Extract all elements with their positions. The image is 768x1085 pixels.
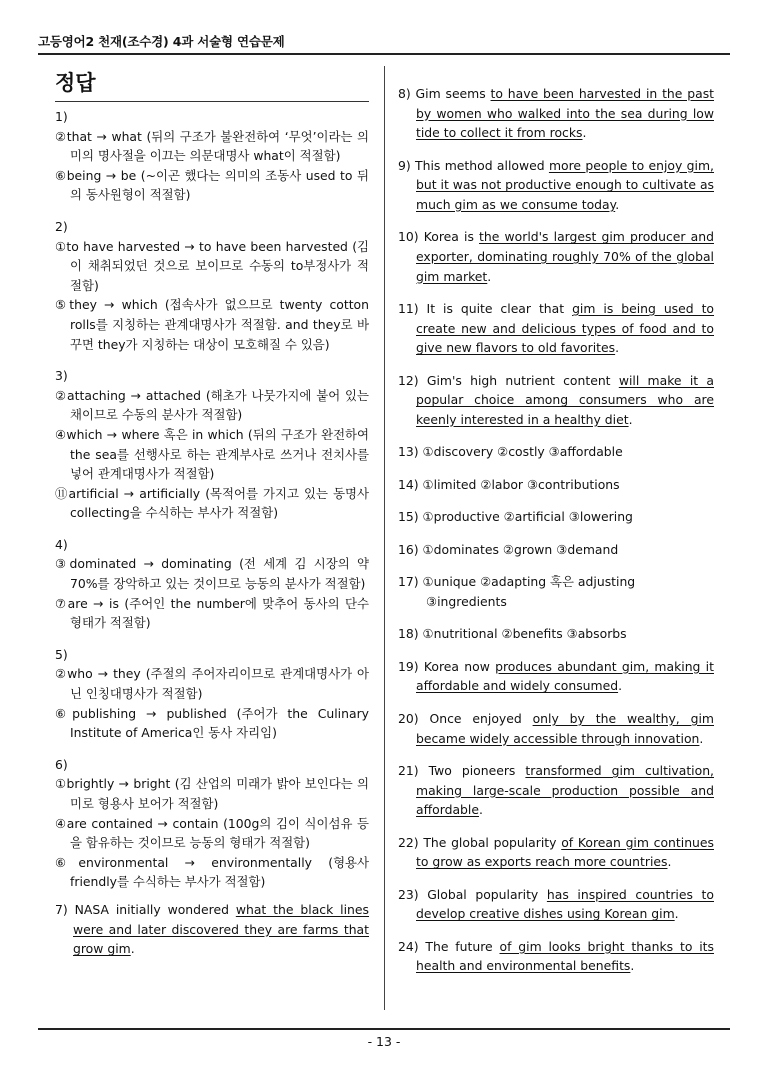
underlined-answer: transformed gim cultivation, making large-scale production possible and affordable (416, 763, 714, 818)
answer-7 (55, 900, 369, 959)
answer-6 (55, 755, 369, 892)
answer-lead-text: 12) Gim's high nutrient content (398, 372, 619, 388)
answer-13: 13) ①discovery ②costly ③affordable (398, 444, 623, 460)
answer-end-text: . (478, 802, 483, 818)
answer-1 (55, 107, 369, 205)
answer-number: 1) (55, 109, 68, 124)
title-rule (55, 101, 369, 102)
answer-17 (398, 572, 714, 611)
correction-entry: ②that → what (뒤의 구조가 불완전하여 ‘무엇’이라는 의미의 명사절을 이끄는 의문대명사 what이 적절함) (55, 128, 369, 164)
answers-title: 정답 (55, 71, 96, 95)
answer-number: 2) (55, 218, 68, 234)
underlined-answer: has inspired countries to develop creative dishes using Korean gim (416, 886, 714, 922)
underlined-answer: of Korean gim continues to grow as exports reach more countries (416, 834, 714, 870)
correction-entry: ④are contained → contain (100g의 김이 식이섬유 등을 함유하는 것이므로 능동의 형태가 적절함) (55, 815, 369, 851)
answer-end-text: . (667, 854, 672, 870)
answer-20 (398, 709, 714, 748)
answer-lead-text: 7) NASA initially wondered (55, 901, 236, 917)
answer-8 (398, 84, 714, 143)
underlined-answer: produces abundant gim, making it affordable and widely consumed (416, 658, 714, 694)
answer-end-text: . (628, 411, 633, 427)
answer-end-text: . (674, 906, 679, 922)
answer-end-text: . (630, 958, 635, 974)
answer-lead-text: 23) Global popularity (398, 886, 547, 902)
answer-line: ③ingredients (426, 593, 507, 609)
answer-23 (398, 885, 714, 924)
answer-2 (55, 217, 369, 354)
underlined-answer: the world's largest gim producer and exporter, dominating roughly 70% of the global gim market (416, 229, 714, 284)
answer-lead-text: 11) It is quite clear that (398, 301, 573, 317)
correction-entry: ③dominated → dominating (전 세계 김 시장의 약 70%를 장악하고 있는 것이므로 능동의 분사가 적절함) (55, 556, 369, 592)
answer-3 (55, 366, 369, 523)
underlined-answer: what the black lines were and later discovered they are farms that grow gim (73, 901, 369, 957)
answer-number: 5) (55, 646, 68, 662)
answer-end-text: . (615, 196, 620, 212)
answer-end-text: . (130, 941, 135, 957)
underlined-answer: more people to enjoy gim, but it was not productive enough to cultivate as much gim as we consume today (416, 157, 714, 212)
answer-4 (55, 535, 369, 633)
answer-lead-text: 22) The global popularity (398, 834, 562, 850)
correction-entry: ⑥publishing → published (주어가 the Culinary Institute of America인 동사 자리임) (55, 705, 369, 741)
answer-9 (398, 156, 714, 215)
correction-entry: ⑪artificial → artificially (목적어를 가지고 있는 동명사 collecting을 수식하는 부사가 적절함) (55, 485, 369, 521)
answer-10 (398, 227, 714, 286)
underlined-answer: to have been harvested in the past by women who walked into the sea during low tide to collect it from rocks (416, 86, 715, 141)
answer-12 (398, 371, 714, 430)
answer-15: 15) ①productive ②artificial ③lowering (398, 509, 633, 525)
answer-end-text: . (582, 125, 587, 141)
answer-18: 18) ①nutritional ②benefits ③absorbs (398, 626, 627, 642)
answer-number: 3) (55, 368, 68, 384)
answer-lead-text: 9) This method allowed (398, 157, 549, 173)
answer-end-text: . (618, 678, 623, 694)
answer-11 (398, 299, 714, 358)
answer-lead-text: 10) Korea is (398, 229, 480, 245)
answer-24 (398, 937, 714, 976)
answer-lead-text: 19) Korea now (398, 658, 496, 674)
right-column (398, 84, 714, 989)
correction-entry: ④which → where 혹은 in which (뒤의 구조가 완전하여 the sea를 선행사로 하는 관계부사로 쓰거나 전치사를 넣어 관계대명사가 적절함) (55, 426, 369, 482)
header-rule (38, 53, 730, 55)
answer-lead-text: 21) Two pioneers (398, 763, 526, 779)
answer-number: 6) (55, 756, 68, 772)
correction-entry: ①brightly → bright (김 산업의 미래가 밝아 보인다는 의미로 형용사 보어가 적절함) (55, 776, 369, 811)
correction-entry: ⑥being → be (~이곤 했다는 의미의 조동사 used to 뒤의 동사원형이 적절함) (55, 167, 369, 203)
answer-line: 17) ①unique ②adapting 혹은 adjusting (398, 574, 636, 590)
footer-rule (38, 1028, 730, 1030)
correction-entry: ⑦are → is (주어인 the number에 맞추어 동사의 단수 형태가 적절함) (55, 595, 369, 631)
underlined-answer: gim is being used to create new and delicious types of food and to give new flavors to old favorites (416, 301, 715, 356)
answer-end-text: . (699, 730, 704, 746)
answer-19 (398, 657, 714, 696)
answer-5 (55, 645, 369, 743)
answer-16: 16) ①dominates ②grown ③demand (398, 541, 619, 557)
answer-14: 14) ①limited ②labor ③contributions (398, 476, 620, 492)
correction-entry: ①to have harvested → to have been harvested (김이 채취되었던 것으로 보이므로 수동의 to부정사가 적절함) (55, 238, 369, 293)
document-header: 고등영어2 천재(조수경) 4과 서술형 연습문제 (38, 34, 285, 49)
answer-end-text: . (615, 340, 620, 356)
left-column (55, 68, 369, 972)
correction-entry: ⑤they → which (접속사가 없으므로 twenty cotton rolls를 지칭하는 관계대명사가 적절함. and they로 바꾸면 they가 지칭하는 대상이 모호해질 수 있음) (55, 297, 369, 352)
correction-entry: ⑥environmental → environmentally (형용사 friendly를 수식하는 부사가 적절함) (55, 854, 369, 890)
answer-22 (398, 833, 714, 872)
answer-lead-text: 8) Gim seems (398, 86, 491, 101)
column-divider (384, 66, 385, 1010)
answer-lead-text: 20) Once enjoyed (398, 710, 533, 726)
underlined-answer: of gim looks bright thanks to its health and environmental benefits (416, 938, 714, 974)
underlined-answer: will make it a popular choice among consumers who are keenly interested in a healthy diet (416, 372, 714, 427)
answer-lead-text: 24) The future (398, 938, 500, 954)
correction-entry: ②who → they (주절의 주어자리이므로 관계대명사가 아닌 인칭대명사가 적절함) (55, 666, 369, 702)
page-number: - 13 - (367, 1034, 401, 1049)
underlined-answer: only by the wealthy, gim became widely accessible through innovation (416, 710, 714, 746)
answer-number: 4) (55, 536, 68, 552)
answer-21 (398, 761, 714, 820)
answer-end-text: . (487, 268, 492, 284)
correction-entry: ②attaching → attached (해초가 나뭇가지에 붙어 있는 채이므로 수동의 분사가 적절함) (55, 387, 369, 423)
